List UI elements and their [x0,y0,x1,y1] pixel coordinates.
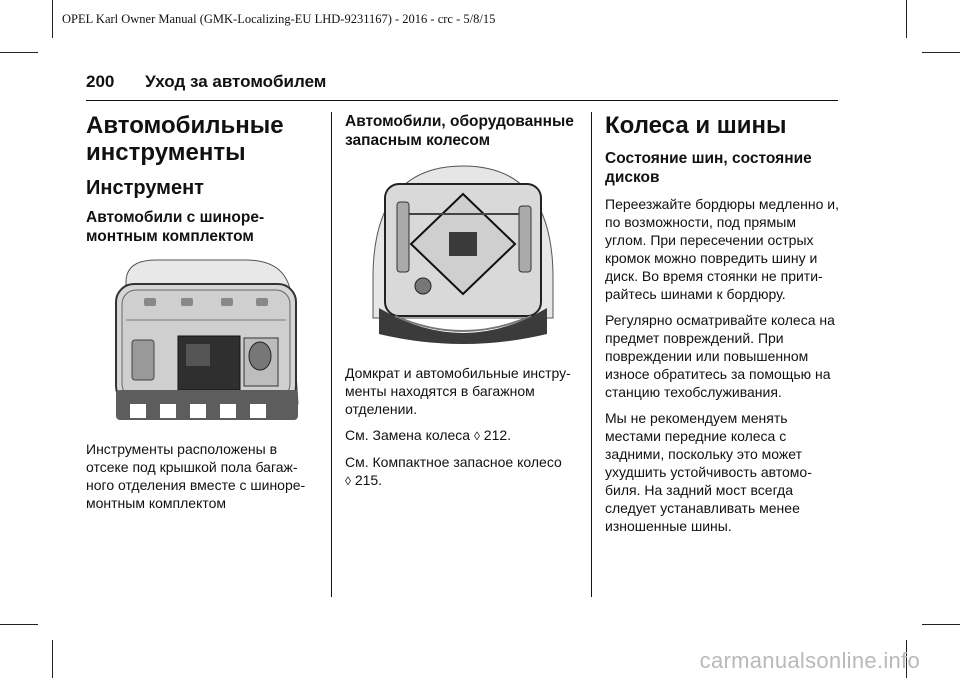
xref-text: См. Замена колеса [345,427,471,443]
crop-mark [922,52,960,53]
page-title: Автомобильные инструменты [86,112,284,166]
watermark-text: carmanualsonline.info [699,648,920,673]
section-heading: Инструмент [86,177,204,199]
running-head [86,72,326,92]
column-middle [345,112,581,498]
page-number: 200 [86,72,115,91]
figure-caption: Домкрат и автомобильные инстру-менты находятся в багажном отделении. [345,365,571,417]
crop-mark [0,52,38,53]
spare-wheel-jack-illustration [345,158,581,356]
crop-mark [906,0,907,38]
xref-symbol: ◊ [473,429,480,443]
column-divider [591,112,592,597]
subsection-heading: Автомобили с шиноре-монтным комплектом [86,209,265,245]
document-header-meta: OPEL Karl Owner Manual (GMK-Localizing-EU LHD-9231167) - 2016 - crc - 5/8/15 [62,12,496,26]
body-paragraph: Регулярно осматривайте колеса на предмет повреждений. При повреждении или повышенном износе обратитесь за помощью на станцию техобслуживания. [605,312,835,400]
xref-text: См. Компактное запасное колесо [345,454,562,470]
crop-mark [52,0,53,38]
subsection-heading: Состояние шин, состояние дисков [605,150,812,186]
figure-caption: Инструменты расположены в отсеке под крышкой пола багаж-ного отделения вместе с шиноре-монтным комплектом [86,441,306,511]
body-paragraph: Мы не рекомендуем менять местами передние колеса с задними, поскольку это может ухудшить устойчивость автомо-биля. На задний мост всегда следует устанавливать менее изношенные шины. [605,410,812,534]
body-paragraph: Переезжайте бордюры медленно и, по возможности, под прямым углом. При пересечении острых кромок можно повредить шину и диск. Во время стоянки не прити-райтесь шинами к бордюру. [605,196,839,302]
tire-repair-kit-illustration [86,254,312,432]
subsection-heading: Автомобили, оборудованные запасным колесом [345,113,574,149]
crop-mark [922,624,960,625]
cross-reference [345,453,581,490]
crop-mark [52,640,53,678]
cross-reference [345,426,581,445]
xref-page[interactable]: 215. [354,472,383,488]
section-title: Уход за автомобилем [145,72,327,91]
column-divider [331,112,332,597]
column-left [86,112,312,520]
xref-symbol: ◊ [345,474,351,488]
section-title-wheels: Колеса и шины [605,112,787,139]
header-rule [86,100,838,101]
crop-mark [0,624,38,625]
column-right [605,112,841,543]
xref-page[interactable]: 212. [483,427,512,443]
